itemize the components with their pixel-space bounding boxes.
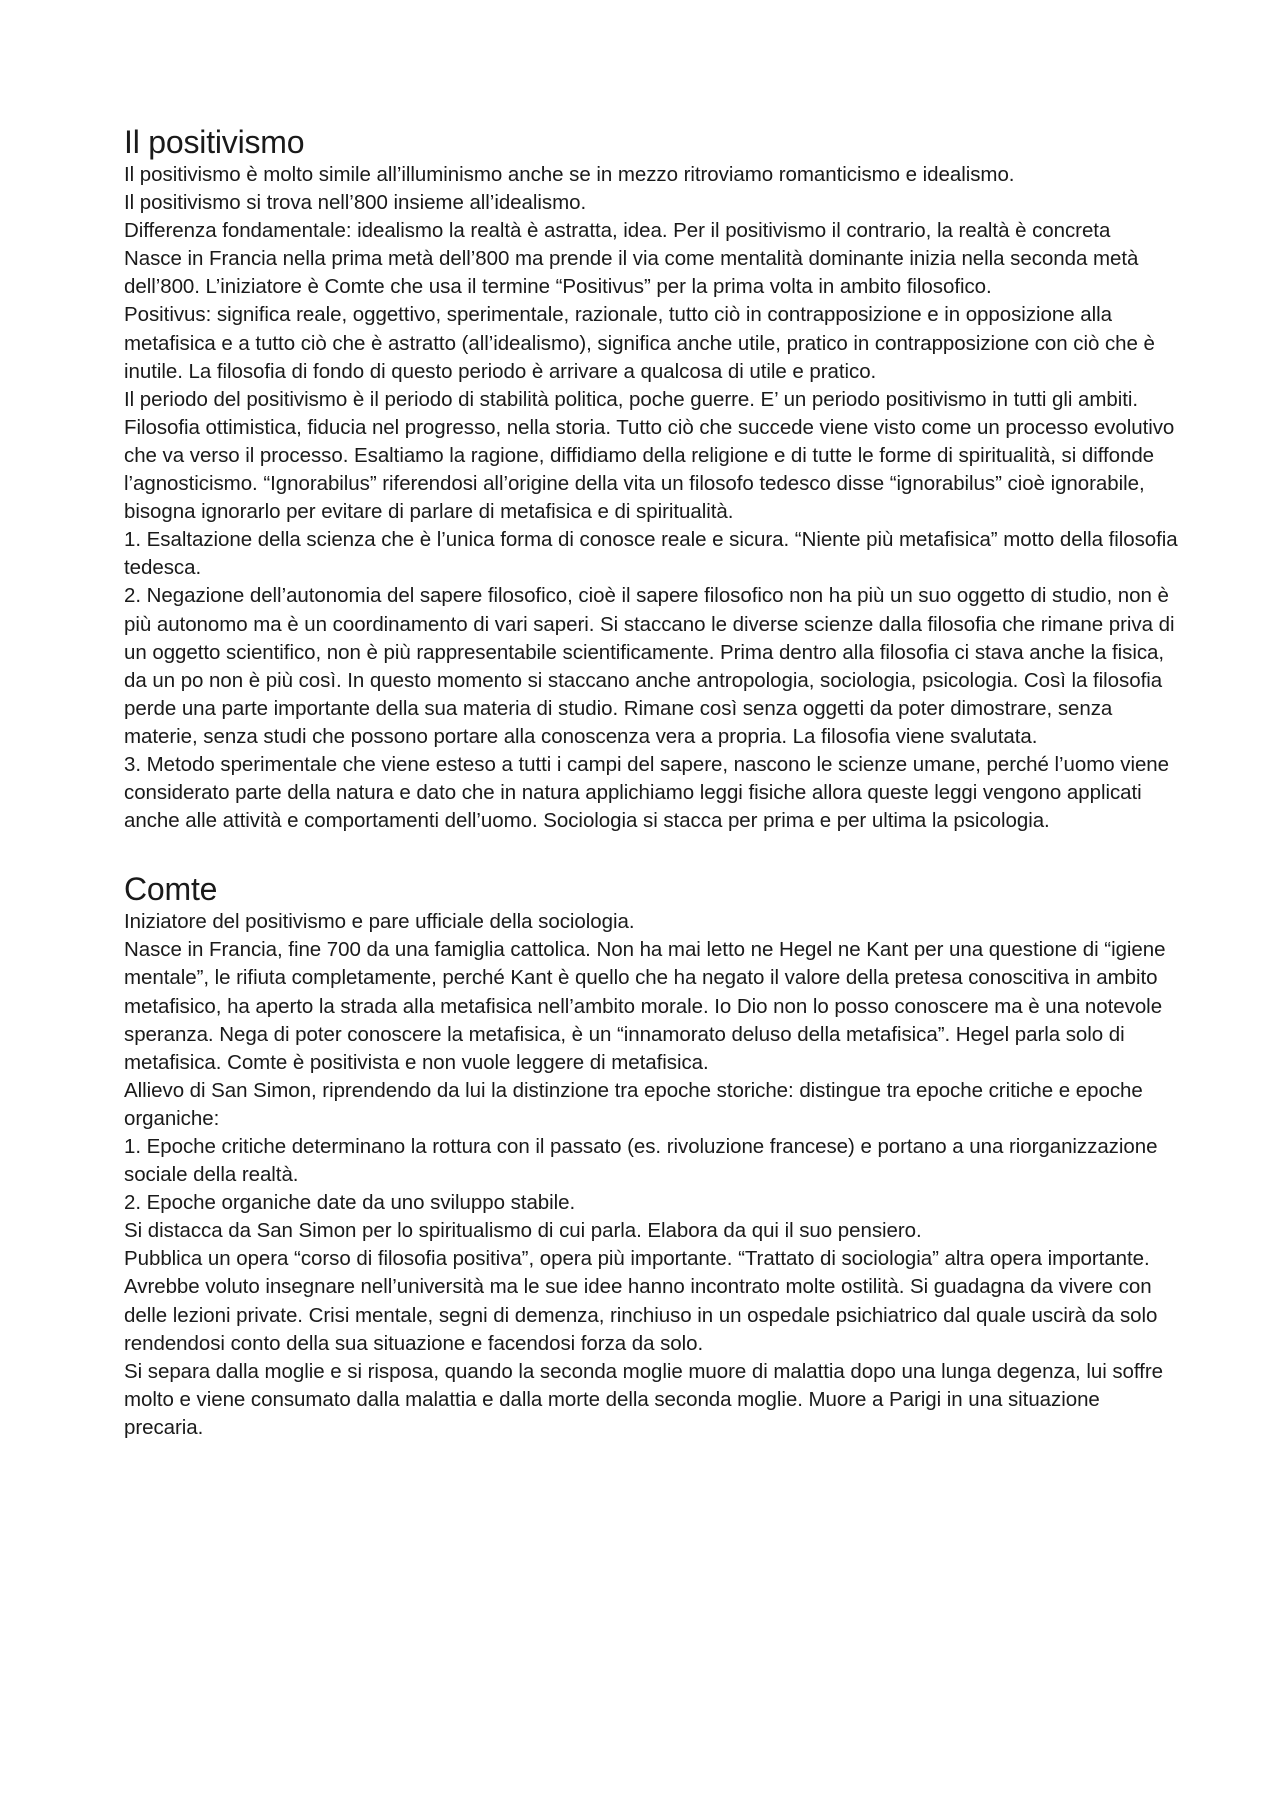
paragraph: Nasce in Francia nella prima metà dell’800 ma prende il via come mentalità dominante inizia nella seconda metà dell’800. L’iniziatore è Comte che usa il termine “Positivus” per la prima volta in ambito filosofico. <box>124 247 1139 299</box>
section-title: Il positivismo <box>124 124 305 160</box>
paragraph: Pubblica un opera “corso di filosofia positiva”, opera più importante. “Trattato di sociologia” altra opera importante. Avrebbe voluto insegnare nell’università ma le sue idee hanno incontrato molte ostilità. Si guadagna da vivere con delle lezioni private. Crisi mentale, segni di demenza, rinchiuso in un ospedale psichiatrico dal quale uscirà da solo rendendosi conto della sua situazione e facendosi forza da solo. <box>124 1247 1158 1355</box>
list-item: 1. Epoche critiche determinano la rottura con il passato (es. rivoluzione francese) e portano a una riorganizzazione sociale della realtà. <box>124 1135 1158 1187</box>
document-page <box>124 122 1184 1442</box>
list-item: 2. Epoche organiche date da uno sviluppo stabile. <box>124 1191 576 1215</box>
list-item: 2. Negazione dell’autonomia del sapere filosofico, cioè il sapere filosofico non ha più un suo oggetto di studio, non è più autonomo ma è un coordinamento di vari saperi. Si staccano le diverse scienze dalla filosofia che rimane priva di un oggetto scientifico, non è più rappresentabile scientificamente. Prima dentro alla filosofia ci stava anche la fisica, da un po non è più così. In questo momento si staccano anche antropologia, sociologia, psicologia. Così la filosofia perde una parte importante della sua materia di studio. Rimane così senza oggetti da poter dimostrare, senza materie, senza studi che possono portare alla conoscenza vera a propria. La filosofia viene svalutata. <box>124 584 1175 748</box>
list-item: 1. Esaltazione della scienza che è l’unica forma di conosce reale e sicura. “Niente più metafisica” motto della filosofia tedesca. <box>124 528 1178 580</box>
paragraph: Si separa dalla moglie e si risposa, quando la seconda moglie muore di malattia dopo una lunga degenza, lui soffre molto e viene consumato dalla malattia e dalla morte della seconda moglie. Muore a Parigi in una situazione precaria. <box>124 1359 1163 1439</box>
paragraph: Nasce in Francia, fine 700 da una famiglia cattolica. Non ha mai letto ne Hegel ne Kant per una questione di “igiene mentale”, le rifiuta completamente, perché Kant è quello che ha negato il valore della pretesa conoscitiva in ambito metafisico, ha aperto la strada alla metafisica nell’ambito morale. Io Dio non lo posso conoscere ma è una notevole speranza. Nega di poter conoscere la metafisica, è un “innamorato deluso della metafisica”. Hegel parla solo di metafisica. Comte è positivista e non vuole leggere di metafisica. <box>124 938 1166 1074</box>
list-item: 3. Metodo sperimentale che viene esteso a tutti i campi del sapere, nascono le scienze umane, perché l’uomo viene considerato parte della natura e dato che in natura applichiamo leggi fisiche allora queste leggi vengono applicati anche alle attività e comportamenti dell’uomo. Sociologia si stacca per prima e per ultima la psicologia. <box>124 752 1170 833</box>
paragraph: Si distacca da San Simon per lo spiritualismo di cui parla. Elabora da qui il suo pensiero. <box>124 1219 922 1243</box>
paragraph: Positivus: significa reale, oggettivo, sperimentale, razionale, tutto ciò in contrapposizione e in opposizione alla metafisica e a tutto ciò che è astratto (all’idealismo), significa anche utile, pratico in contrapposizione con ciò che è inutile. La filosofia di fondo di questo periodo è arrivare a qualcosa di utile e pratico. <box>124 303 1155 383</box>
paragraph: Differenza fondamentale: idealismo la realtà è astratta, idea. Per il positivismo il contrario, la realtà è concreta <box>124 219 1111 243</box>
section-comte <box>124 869 1184 1442</box>
section-title: Comte <box>124 871 218 908</box>
paragraph: Il positivismo è molto simile all’illuminismo anche se in mezzo ritroviamo romanticismo e idealismo. <box>124 163 1015 186</box>
paragraph: Il positivismo si trova nell’800 insieme all’idealismo. <box>124 191 587 215</box>
paragraph: Allievo di San Simon, riprendendo da lui la distinzione tra epoche storiche: distingue tra epoche critiche e epoche organiche: <box>124 1078 1143 1130</box>
paragraph: Il periodo del positivismo è il periodo di stabilità politica, poche guerre. E’ un periodo positivismo in tutti gli ambiti. Filosofia ottimistica, fiducia nel progresso, nella storia. Tutto ciò che succede viene visto come un processo evolutivo che va verso il processo. Esaltiamo la ragione, diffidiamo della religione e di tutte le forme di spiritualità, si diffonde l’agnosticismo. “Ignorabilus” riferendosi all’origine della vita un filosofo tedesco disse “ignorabilus” cioè ignorabile, bisogna ignorarlo per evitare di parlare di metafisica e di spiritualità. <box>124 387 1175 524</box>
paragraph: Iniziatore del positivismo e pare ufficiale della sociologia. <box>124 910 635 934</box>
section-positivismo <box>124 122 1184 835</box>
